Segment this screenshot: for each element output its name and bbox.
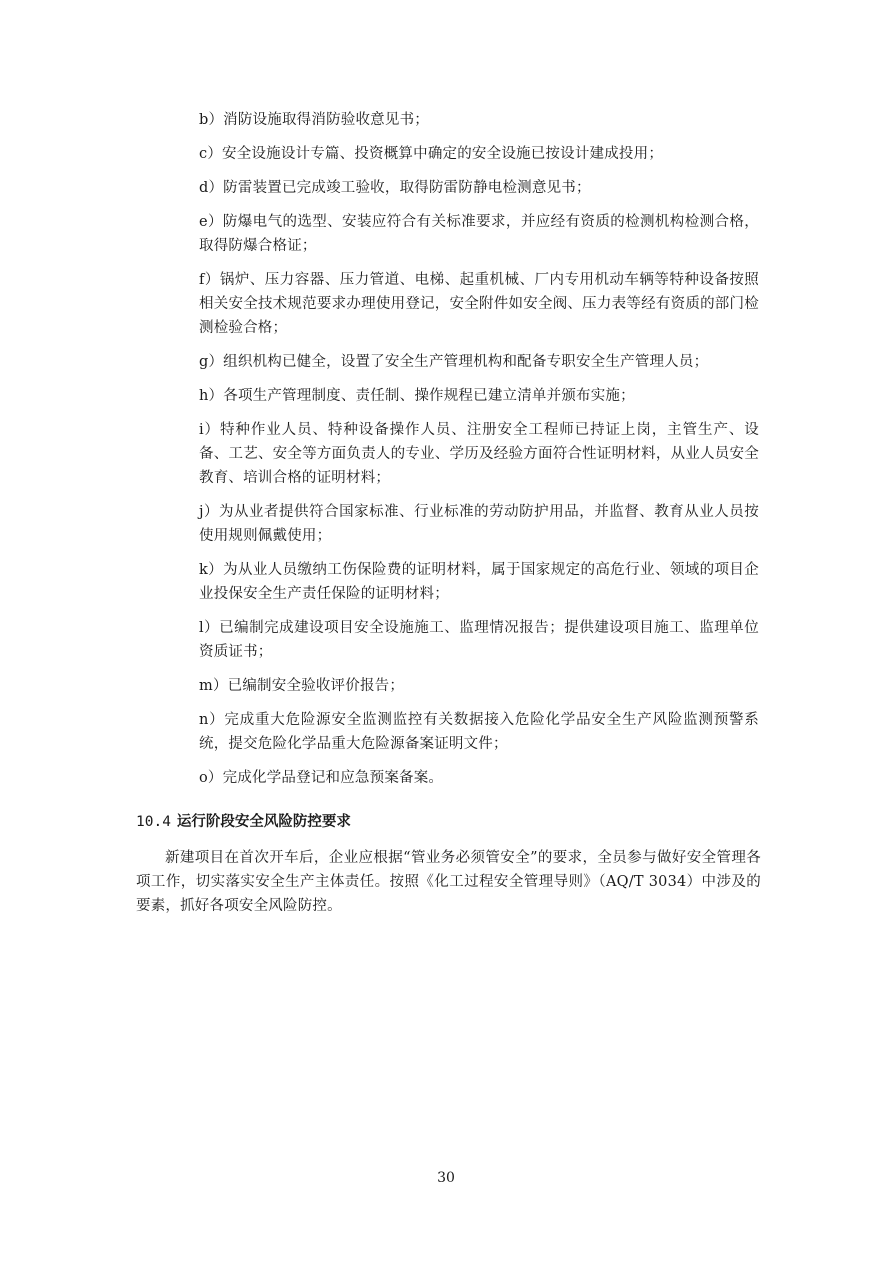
list-item-b: b）消防设施取得消防验收意见书； xyxy=(199,112,429,128)
list-item-m: m）已编制安全验收评价报告； xyxy=(199,678,405,694)
list-item-e: e）防爆电气的选型、安装应符合有关标准要求，并应经有资质的检测机构检测合格，取得防爆合格证； xyxy=(199,214,759,254)
section-paragraph: 新建项目在首次开车后，企业应根据“管业务必须管安全”的要求，全员参与做好安全管理各项工作，切实落实安全生产主体责任。按照《化工过程安全管理导则》（AQ/T 3034）中涉及的要素，抓好各项安全风险防控。 xyxy=(136,850,761,914)
list-item-i: i）特种作业人员、特种设备操作人员、注册安全工程师已持证上岗，主管生产、设备、工艺、安全等方面负责人的专业、学历及经验方面符合性证明材料，从业人员安全教育、培训合格的证明材料； xyxy=(199,422,759,486)
section-10-4 xyxy=(136,810,761,918)
section-heading xyxy=(136,810,761,834)
section-title: 运行阶段安全风险防控要求 xyxy=(176,814,351,830)
list-item-o: o）完成化学品登记和应急预案备案。 xyxy=(199,770,444,786)
requirements-list xyxy=(199,108,759,800)
list-item-f: f）锅炉、压力容器、压力管道、电梯、起重机械、厂内专用机动车辆等特种设备按照相关安全技术规范要求办理使用登记，安全附件如安全阀、压力表等经有资质的部门检测检验合格； xyxy=(199,272,759,336)
list-item-j: j）为从业者提供符合国家标准、行业标准的劳动防护用品，并监督、教育从业人员按使用规则佩戴使用； xyxy=(199,504,759,544)
list-item-d: d）防雷装置已完成竣工验收，取得防雷防静电检测意见书； xyxy=(199,180,591,196)
list-item-h: h）各项生产管理制度、责任制、操作规程已建立清单并颁布实施； xyxy=(199,388,635,404)
list-item-c: c）安全设施设计专篇、投资概算中确定的安全设施已按设计建成投用； xyxy=(199,146,664,162)
list-item-n: n）完成重大危险源安全监测监控有关数据接入危险化学品安全生产风险监测预警系统，提交危险化学品重大危险源备案证明文件； xyxy=(199,712,759,752)
list-item-g: g）组织机构已健全，设置了安全生产管理机构和配备专职安全生产管理人员； xyxy=(199,354,709,370)
list-item-l: l）已编制完成建设项目安全设施施工、监理情况报告；提供建设项目施工、监理单位资质证书； xyxy=(199,620,759,660)
page-number: 30 xyxy=(437,1170,455,1186)
section-number: 10.4 xyxy=(136,814,171,830)
list-item-k: k）为从业人员缴纳工伤保险费的证明材料，属于国家规定的高危行业、领域的项目企业投保安全生产责任保险的证明材料； xyxy=(199,562,759,602)
